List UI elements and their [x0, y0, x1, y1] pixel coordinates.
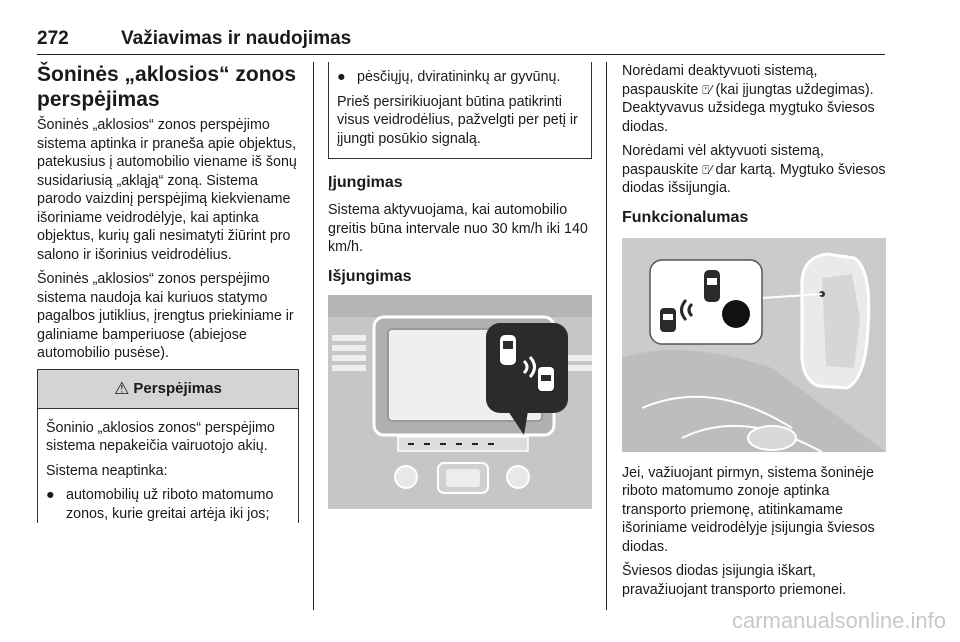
dashboard-illustration: [328, 295, 592, 509]
reactivate-text-b: dar kartą. Mygtuko šviesos diodas išsijungia.: [622, 161, 886, 196]
list-item-text: pėsčiųjų, dviratininkų ar gyvūnų.: [357, 69, 561, 85]
list-item: [337, 68, 583, 87]
activation-paragraph: Sistema aktyvuojama, kai automobilio greitis būna intervale nuo 30 km/h iki 140 km/h.: [328, 202, 588, 255]
column-1: [37, 62, 299, 529]
warning-title: Perspėjimas: [133, 380, 222, 397]
bullet-icon: ●: [337, 69, 346, 85]
warning-box-continued: [328, 62, 592, 159]
page-number: 272: [37, 28, 69, 49]
running-title: Važiavimas ir naudojimas: [121, 28, 352, 49]
intro-paragraph: Šoninės „aklosios“ zonos perspėjimo sistema aptinka ir praneša apie objektus, patekusius į automobilio viename iš šonų susidariusią „akląją“ zoną. Sistema parodo vaizdinį perspėjimą kiekviename išoriniame veidrodėlyje, kai aptinka objektus, kurių gali nesimatyti žiūrint pro salono ir išorinius veidrodėlius.: [37, 117, 297, 263]
functionality-paragraph: Jei, važiuojant pirmyn, sistema šoninėje riboto matomumo zonoje aptinka transporto priemonę, atitinkamame išoriniame veidrodėlyje įsijungia šviesos diodas.: [622, 464, 875, 555]
warning-not-detect: Sistema neaptinka:: [46, 462, 168, 479]
sensor-paragraph: Šoninės „aklosios“ zonos perspėjimo sistema naudoja kai kuriuos statymo pagalbos jutiklius, įrengtus priekiniame ir galiniame bamperiuose (abiejose automobilio pusėse).: [37, 271, 294, 361]
bullet-icon: ●: [46, 487, 55, 503]
mirror-drawing: [622, 238, 886, 452]
deactivate-text-b: (kai įjungtas uždegimas). Deaktyvavus užsidega mygtuko šviesos diodas.: [622, 81, 875, 135]
watermark: carmanualsonline.info: [731, 608, 946, 633]
reactivate-text-a: Norėdami vėl aktyvuoti sistemą, paspauskite: [622, 143, 824, 178]
heading-deactivation: Išjungimas: [328, 267, 412, 285]
blind-spot-key-icon: ⍞⁄: [702, 162, 712, 177]
mirror-illustration: [622, 238, 886, 452]
page-header: [37, 28, 885, 55]
list-item-text: automobilių už riboto matomumo zonos, kurie greitai artėja iki jos;: [66, 487, 274, 522]
dashboard-drawing: [328, 295, 592, 509]
warning-paragraph: Šoninio „aklosios zonos“ perspėjimo sistema nepakeičia vairuotojo akių.: [46, 419, 275, 454]
led-paragraph: Šviesos diodas įsijungia iškart, pravažiuojant transporto priemonei.: [622, 563, 847, 598]
column-2: [328, 62, 592, 509]
deactivate-text-a: Norėdami deaktyvuoti sistemą, paspauskite: [622, 63, 818, 98]
reactivate-paragraph: [622, 142, 886, 198]
warning-advice: Prieš persirikiuojant būtina patikrinti visus veidrodėlius, pažvelgti per petį ir įjungti posūkio signalą.: [337, 93, 578, 147]
blind-spot-key-icon: ⍞⁄: [702, 82, 712, 97]
heading-activation: Įjungimas: [328, 174, 403, 191]
column-divider-1: [313, 62, 314, 610]
warning-header: [38, 369, 298, 409]
warning-body: [38, 409, 298, 524]
warning-triangle-icon: ⚠: [114, 378, 130, 399]
list-item: [46, 486, 290, 523]
column-divider-2: [606, 62, 607, 610]
heading-functionality: Funkcionalumas: [622, 208, 749, 226]
section-heading: Šoninės „aklosios“ zonos perspėjimas: [37, 63, 297, 111]
column-3: [622, 62, 886, 605]
deactivate-paragraph: [622, 62, 886, 136]
warning-box: [37, 369, 299, 524]
